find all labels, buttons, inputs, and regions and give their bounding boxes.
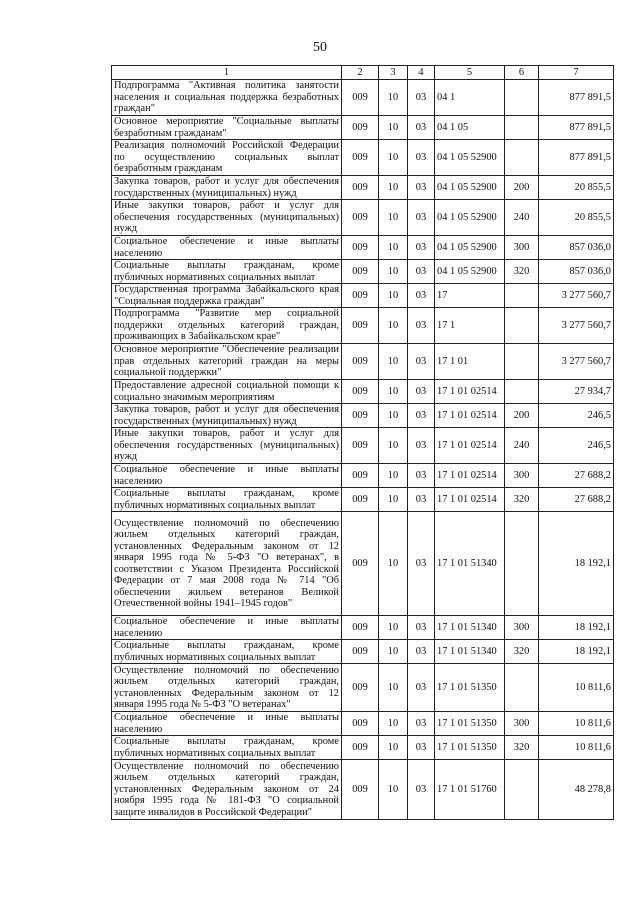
row-expense-type-cell: 320: [505, 260, 539, 284]
row-subsection-cell: 03: [408, 236, 435, 260]
table-row: [112, 380, 614, 404]
table-row: [112, 140, 614, 176]
table-row: [112, 512, 614, 616]
row-subsection-cell: 03: [408, 176, 435, 200]
row-name-cell: Закупка товаров, работ и услуг для обеспечения государственных (муниципальных) нужд: [112, 176, 342, 200]
row-name-cell: Основное мероприятие "Социальные выплаты безработным гражданам": [112, 116, 342, 140]
row-section-cell: 10: [379, 236, 408, 260]
row-expense-type-cell: 200: [505, 404, 539, 428]
row-code-cell: 009: [342, 200, 379, 236]
row-name-cell: Государственная программа Забайкальского края "Социальная поддержка граждан": [112, 284, 342, 308]
column-header: 1: [112, 66, 342, 80]
row-section-cell: 10: [379, 176, 408, 200]
row-expense-type-cell: 200: [505, 176, 539, 200]
row-target-article-cell: 04 1 05: [435, 116, 505, 140]
row-code-cell: 009: [342, 760, 379, 820]
row-subsection-cell: 03: [408, 428, 435, 464]
table-row: [112, 640, 614, 664]
row-code-cell: 009: [342, 428, 379, 464]
row-expense-type-cell: [505, 140, 539, 176]
row-section-cell: 10: [379, 380, 408, 404]
row-expense-type-cell: [505, 344, 539, 380]
column-header: 2: [342, 66, 379, 80]
row-section-cell: 10: [379, 116, 408, 140]
column-header: 4: [408, 66, 435, 80]
row-expense-type-cell: [505, 284, 539, 308]
row-subsection-cell: 03: [408, 404, 435, 428]
row-expense-type-cell: [505, 512, 539, 616]
row-target-article-cell: 04 1 05 52900: [435, 176, 505, 200]
row-code-cell: 009: [342, 488, 379, 512]
row-code-cell: 009: [342, 664, 379, 712]
row-code-cell: 009: [342, 464, 379, 488]
table-row: [112, 428, 614, 464]
row-amount-cell: 246,5: [539, 404, 614, 428]
row-subsection-cell: 03: [408, 200, 435, 236]
row-subsection-cell: 03: [408, 260, 435, 284]
table-row: [112, 260, 614, 284]
row-subsection-cell: 03: [408, 712, 435, 736]
row-subsection-cell: 03: [408, 760, 435, 820]
row-target-article-cell: 17 1 01 02514: [435, 464, 505, 488]
row-subsection-cell: 03: [408, 616, 435, 640]
row-expense-type-cell: 300: [505, 464, 539, 488]
row-name-cell: Основное мероприятие "Обеспечение реализации прав отдельных категорий граждан на меры социальной поддержки": [112, 344, 342, 380]
row-section-cell: 10: [379, 712, 408, 736]
row-section-cell: 10: [379, 308, 408, 344]
row-subsection-cell: 03: [408, 464, 435, 488]
table-row: [112, 308, 614, 344]
row-section-cell: 10: [379, 260, 408, 284]
row-subsection-cell: 03: [408, 308, 435, 344]
row-target-article-cell: 04 1 05 52900: [435, 140, 505, 176]
row-section-cell: 10: [379, 512, 408, 616]
row-target-article-cell: 04 1: [435, 80, 505, 116]
row-subsection-cell: 03: [408, 284, 435, 308]
row-expense-type-cell: 300: [505, 616, 539, 640]
table-row: [112, 712, 614, 736]
row-target-article-cell: 17 1 01 02514: [435, 404, 505, 428]
row-name-cell: Социальные выплаты гражданам, кроме публичных нормативных социальных выплат: [112, 736, 342, 760]
row-code-cell: 009: [342, 116, 379, 140]
row-section-cell: 10: [379, 140, 408, 176]
row-subsection-cell: 03: [408, 512, 435, 616]
page-number: 50: [313, 40, 327, 55]
row-target-article-cell: 17: [435, 284, 505, 308]
row-name-cell: Закупка товаров, работ и услуг для обеспечения государственных (муниципальных) нужд: [112, 404, 342, 428]
row-section-cell: 10: [379, 80, 408, 116]
row-expense-type-cell: 240: [505, 428, 539, 464]
row-subsection-cell: 03: [408, 736, 435, 760]
row-amount-cell: 877 891,5: [539, 140, 614, 176]
row-subsection-cell: 03: [408, 664, 435, 712]
row-name-cell: Осуществление полномочий по обеспечению жильем отдельных категорий граждан, установленных Федеральным законом от 12 января 1995 года № 5-ФЗ "О ветеранах": [112, 664, 342, 712]
row-subsection-cell: 03: [408, 140, 435, 176]
row-name-cell: Социальное обеспечение и иные выплаты населению: [112, 236, 342, 260]
row-name-cell: Социальное обеспечение и иные выплаты населению: [112, 616, 342, 640]
row-expense-type-cell: [505, 80, 539, 116]
row-amount-cell: 246,5: [539, 428, 614, 464]
row-code-cell: 009: [342, 640, 379, 664]
row-subsection-cell: 03: [408, 344, 435, 380]
row-section-cell: 10: [379, 664, 408, 712]
row-code-cell: 009: [342, 236, 379, 260]
row-target-article-cell: 04 1 05 52900: [435, 260, 505, 284]
row-name-cell: Социальные выплаты гражданам, кроме публичных нормативных социальных выплат: [112, 488, 342, 512]
row-section-cell: 10: [379, 344, 408, 380]
row-target-article-cell: 17 1 01 51760: [435, 760, 505, 820]
row-target-article-cell: 04 1 05 52900: [435, 236, 505, 260]
row-section-cell: 10: [379, 736, 408, 760]
row-target-article-cell: 17 1 01 51340: [435, 512, 505, 616]
table-row: [112, 176, 614, 200]
row-name-cell: Осуществление полномочий по обеспечению жильем отдельных категорий граждан, установленных Федеральным законом от 12 января 1995 года № 5-ФЗ "О ветеранах", в соответствии с Указом Президента Российской Федерации от 7 мая 2008 года № 714 "Об обеспечении жильем ветеранов Великой Отечественной войны 1941–1945 годов": [112, 512, 342, 616]
row-amount-cell: 27 934,7: [539, 380, 614, 404]
row-code-cell: 009: [342, 512, 379, 616]
row-section-cell: 10: [379, 404, 408, 428]
row-code-cell: 009: [342, 616, 379, 640]
row-amount-cell: 27 688,2: [539, 464, 614, 488]
column-header: 7: [539, 66, 614, 80]
row-section-cell: 10: [379, 616, 408, 640]
row-amount-cell: 10 811,6: [539, 736, 614, 760]
row-target-article-cell: 17 1 01 51350: [435, 736, 505, 760]
row-amount-cell: 10 811,6: [539, 712, 614, 736]
row-amount-cell: 20 855,5: [539, 200, 614, 236]
table-row: [112, 616, 614, 640]
row-name-cell: Подпрограмма "Развитие мер социальной поддержки отдельных категорий граждан, проживающих в Забайкальском крае": [112, 308, 342, 344]
row-section-cell: 10: [379, 760, 408, 820]
row-expense-type-cell: [505, 664, 539, 712]
row-amount-cell: 877 891,5: [539, 116, 614, 140]
row-amount-cell: 27 688,2: [539, 488, 614, 512]
row-subsection-cell: 03: [408, 116, 435, 140]
row-name-cell: Осуществление полномочий по обеспечению жильем отдельных категорий граждан, установленных Федеральным законом от 24 ноября 1995 года № 181-ФЗ "О социальной защите инвалидов в Российской Федерации": [112, 760, 342, 820]
row-code-cell: 009: [342, 404, 379, 428]
row-expense-type-cell: [505, 308, 539, 344]
table-row: [112, 404, 614, 428]
row-expense-type-cell: [505, 380, 539, 404]
table-row: [112, 284, 614, 308]
row-expense-type-cell: 320: [505, 640, 539, 664]
row-target-article-cell: 17 1 01 02514: [435, 488, 505, 512]
row-expense-type-cell: 320: [505, 736, 539, 760]
row-section-cell: 10: [379, 488, 408, 512]
table-row: [112, 116, 614, 140]
row-subsection-cell: 03: [408, 380, 435, 404]
row-amount-cell: 3 277 560,7: [539, 284, 614, 308]
table-row: [112, 236, 614, 260]
table-row: [112, 80, 614, 116]
row-name-cell: Реализация полномочий Российской Федерации по осуществлению социальных выплат безработным гражданам: [112, 140, 342, 176]
table-row: [112, 344, 614, 380]
row-target-article-cell: 17 1 01 02514: [435, 428, 505, 464]
row-code-cell: 009: [342, 344, 379, 380]
row-subsection-cell: 03: [408, 640, 435, 664]
row-code-cell: 009: [342, 736, 379, 760]
row-name-cell: Социальное обеспечение и иные выплаты населению: [112, 712, 342, 736]
row-subsection-cell: 03: [408, 488, 435, 512]
row-name-cell: Социальные выплаты гражданам, кроме публичных нормативных социальных выплат: [112, 260, 342, 284]
row-code-cell: 009: [342, 308, 379, 344]
row-expense-type-cell: 300: [505, 236, 539, 260]
row-code-cell: 009: [342, 284, 379, 308]
row-expense-type-cell: 320: [505, 488, 539, 512]
row-name-cell: Предоставление адресной социальной помощи к социально значимым мероприятиям: [112, 380, 342, 404]
row-target-article-cell: 17 1 01 51350: [435, 664, 505, 712]
row-name-cell: Социальное обеспечение и иные выплаты населению: [112, 464, 342, 488]
table-row: [112, 200, 614, 236]
row-amount-cell: 3 277 560,7: [539, 344, 614, 380]
table-row: [112, 488, 614, 512]
row-code-cell: 009: [342, 380, 379, 404]
row-section-cell: 10: [379, 200, 408, 236]
row-amount-cell: 18 192,1: [539, 640, 614, 664]
row-name-cell: Социальные выплаты гражданам, кроме публичных нормативных социальных выплат: [112, 640, 342, 664]
table-row: [112, 736, 614, 760]
table-body: [112, 80, 614, 820]
column-header: 3: [379, 66, 408, 80]
row-code-cell: 009: [342, 712, 379, 736]
row-amount-cell: 18 192,1: [539, 512, 614, 616]
row-code-cell: 009: [342, 260, 379, 284]
table-header-row: [112, 66, 614, 80]
row-expense-type-cell: [505, 116, 539, 140]
row-target-article-cell: 17 1 01 02514: [435, 380, 505, 404]
row-name-cell: Иные закупки товаров, работ и услуг для обеспечения государственных (муниципальных) нужд: [112, 428, 342, 464]
table-row: [112, 464, 614, 488]
row-expense-type-cell: 240: [505, 200, 539, 236]
row-amount-cell: 3 277 560,7: [539, 308, 614, 344]
row-amount-cell: 48 278,8: [539, 760, 614, 820]
budget-table: [111, 65, 614, 820]
row-code-cell: 009: [342, 80, 379, 116]
row-amount-cell: 857 036,0: [539, 260, 614, 284]
row-amount-cell: 877 891,5: [539, 80, 614, 116]
row-target-article-cell: 17 1 01 51350: [435, 712, 505, 736]
row-amount-cell: 20 855,5: [539, 176, 614, 200]
table-row: [112, 664, 614, 712]
row-target-article-cell: 17 1: [435, 308, 505, 344]
column-header: 5: [435, 66, 505, 80]
row-section-cell: 10: [379, 640, 408, 664]
row-subsection-cell: 03: [408, 80, 435, 116]
row-section-cell: 10: [379, 428, 408, 464]
row-code-cell: 009: [342, 140, 379, 176]
row-code-cell: 009: [342, 176, 379, 200]
row-amount-cell: 18 192,1: [539, 616, 614, 640]
row-section-cell: 10: [379, 284, 408, 308]
row-target-article-cell: 04 1 05 52900: [435, 200, 505, 236]
row-amount-cell: 857 036,0: [539, 236, 614, 260]
row-amount-cell: 10 811,6: [539, 664, 614, 712]
row-expense-type-cell: 300: [505, 712, 539, 736]
row-expense-type-cell: [505, 760, 539, 820]
row-name-cell: Подпрограмма "Активная политика занятости населения и социальная поддержка безработных граждан": [112, 80, 342, 116]
row-target-article-cell: 17 1 01 51340: [435, 640, 505, 664]
row-target-article-cell: 17 1 01: [435, 344, 505, 380]
row-target-article-cell: 17 1 01 51340: [435, 616, 505, 640]
row-name-cell: Иные закупки товаров, работ и услуг для обеспечения государственных (муниципальных) нужд: [112, 200, 342, 236]
row-section-cell: 10: [379, 464, 408, 488]
table-row: [112, 760, 614, 820]
column-header: 6: [505, 66, 539, 80]
